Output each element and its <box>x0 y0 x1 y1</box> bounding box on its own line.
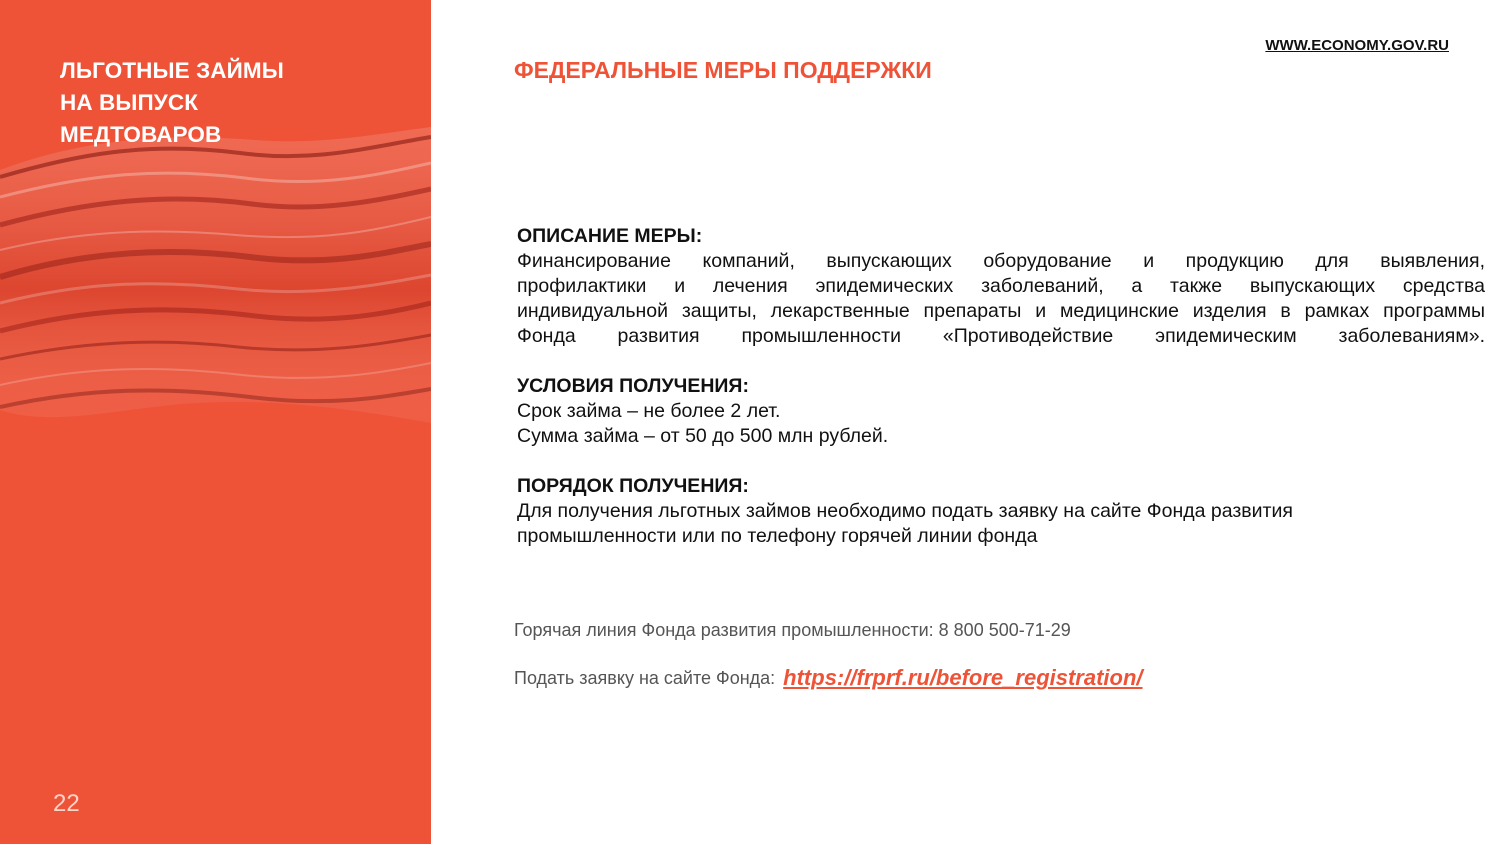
apply-label: Подать заявку на сайте Фонда: <box>514 668 776 688</box>
description-line: Фонда развития промышленности «Противодействие эпидемическим заболеваниям». <box>517 325 1485 347</box>
procedure-section <box>517 474 1485 549</box>
apply-row <box>514 662 1143 694</box>
application-link[interactable]: https://frprf.ru/before_registration/ <box>783 665 1143 690</box>
side-title-line-2: НА ВЫПУСК <box>60 90 199 115</box>
side-title-line-3: МЕДТОВАРОВ <box>60 122 222 147</box>
main-content <box>517 224 1485 574</box>
description-section <box>517 224 1485 349</box>
left-panel <box>0 0 431 844</box>
procedure-line: промышленности или по телефону горячей линии фонда <box>517 525 1038 547</box>
description-line: профилактики и лечения эпидемических заболеваний, а также выпускающих средства <box>517 275 1485 297</box>
hotline-text: Горячая линия Фонда развития промышленности: 8 800 500-71-29 <box>514 620 1071 640</box>
side-title-line-1: ЛЬГОТНЫЕ ЗАЙМЫ <box>60 58 284 83</box>
procedure-line: Для получения льготных займов необходимо подать заявку на сайте Фонда развития <box>517 500 1293 522</box>
page-number: 22 <box>53 790 80 817</box>
side-title <box>60 55 360 151</box>
red-wave-decoration <box>0 105 431 445</box>
conditions-heading: УСЛОВИЯ ПОЛУЧЕНИЯ: <box>517 375 749 397</box>
conditions-section <box>517 374 1485 449</box>
procedure-heading: ПОРЯДОК ПОЛУЧЕНИЯ: <box>517 475 749 497</box>
description-line: индивидуальной защиты, лекарственные препараты и медицинские изделия в рамках программы <box>517 300 1485 322</box>
site-link[interactable]: WWW.ECONOMY.GOV.RU <box>1265 37 1449 54</box>
page-title: ФЕДЕРАЛЬНЫЕ МЕРЫ ПОДДЕРЖКИ <box>514 57 932 83</box>
description-line: Финансирование компаний, выпускающих оборудование и продукцию для выявления, <box>517 250 1485 272</box>
description-heading: ОПИСАНИЕ МЕРЫ: <box>517 225 703 247</box>
conditions-line: Срок займа – не более 2 лет. <box>517 400 781 422</box>
conditions-line: Сумма займа – от 50 до 500 млн рублей. <box>517 425 889 447</box>
